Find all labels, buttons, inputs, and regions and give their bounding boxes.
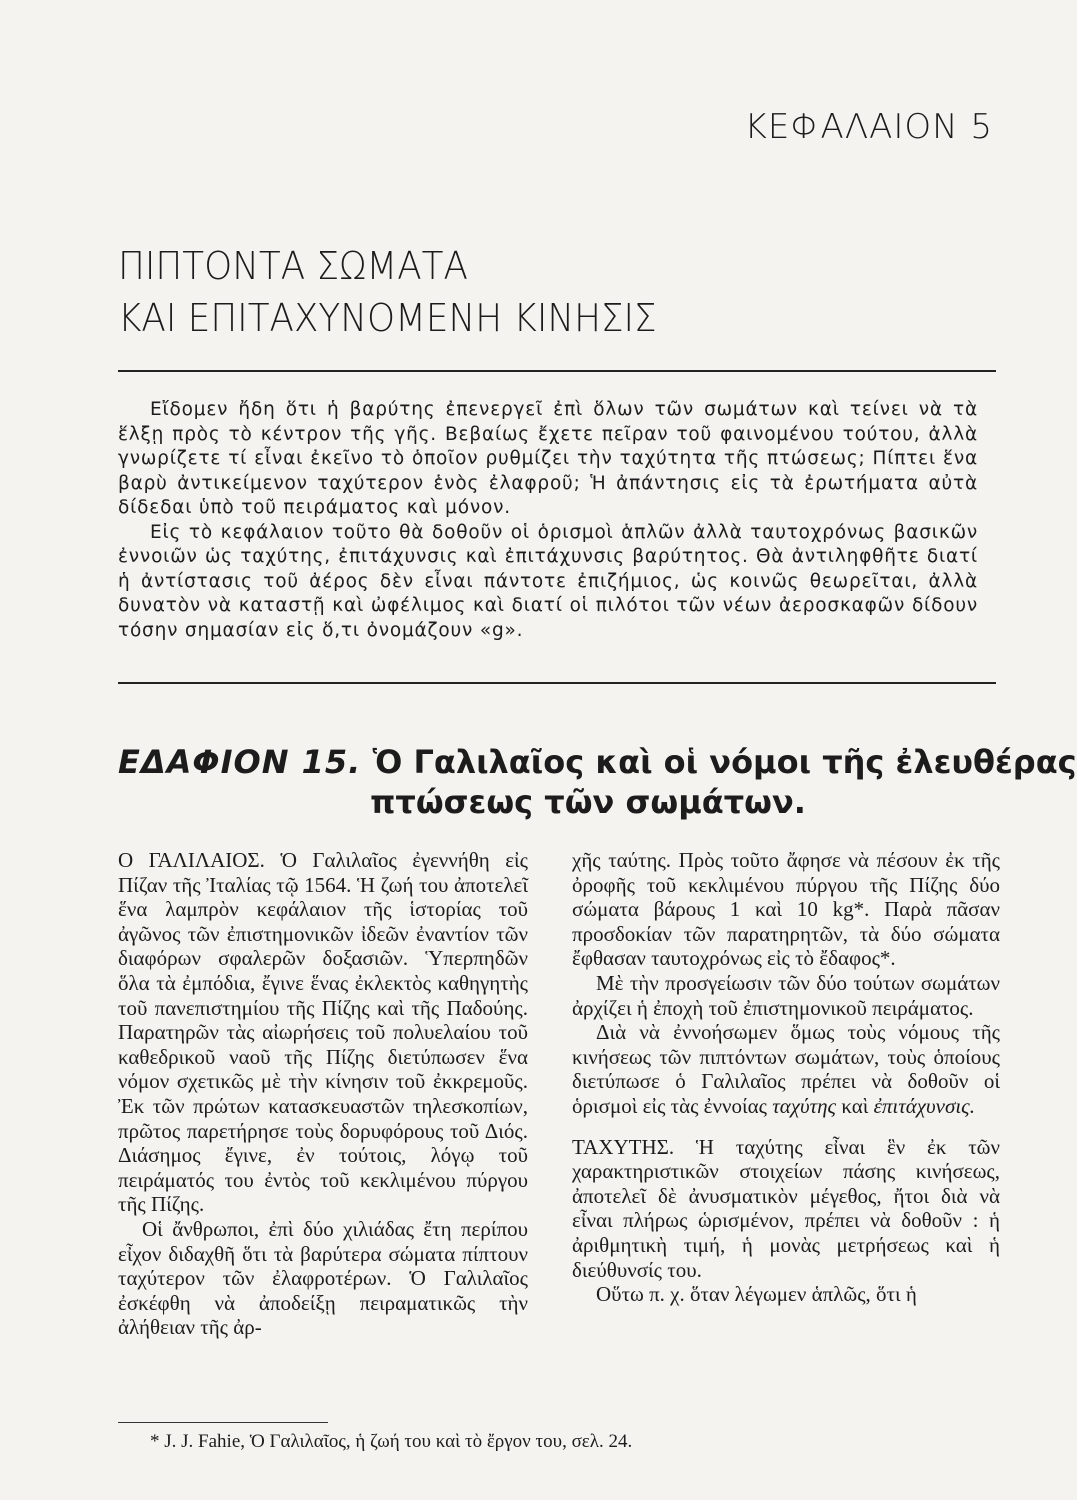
chapter-title — [118, 240, 870, 344]
chapter-title-line-1: ΠΙΠΤΟΝΤΑ ΣΩΜΑΤΑ — [118, 244, 468, 288]
intro-paragraph-2: Εἰς τὸ κεφάλαιον τοῦτο θὰ δοθοῦν οἱ ὁρισμοὶ ἁπλῶν ἀλλὰ ταυτοχρόνως βασικῶν ἐννοιῶν ὡς ταχύτης, ἐπιτάχυνσις καὶ ἐπιτάχυνσις βαρύτητος. Θὰ ἀντιληφθῆτε διατί ἡ ἀντίστασις τοῦ ἀέρος δὲν εἶναι πάντοτε ἐπιζήμιος, ὡς κοινῶς θεωρεῖται, ἀλλὰ δυνατὸν νὰ καταστῇ καὶ ὠφέλιμος καὶ διατί οἱ πιλότοι τῶν νέων ἀεροσκαφῶν δίδουν τόσην σημασίαν εἰς ὅ,τι ὀνομάζουν «g». — [118, 521, 978, 641]
term-acceleration: ἐπιτάχυνσις. — [873, 1093, 975, 1118]
paragraph-example: Οὕτω π. χ. ὅταν λέγωμεν ἁπλῶς, ὅτι ἡ — [596, 1282, 917, 1307]
paragraph-experiment: χῆς ταύτης. Πρὸς τοῦτο ἄφησε νὰ πέσουν ἐκ τῆς ὀροφῆς τοῦ κεκλιμένου πύργου τῆς Πίζης δύο σώματα βάρους 1 καὶ 10 kg*. Παρὰ πᾶσαν προσδοκίαν τῶν παρατηρητῶν, τὰ δύο σώματα ἔφθασαν ταυτοχρόνως εἰς τὸ ἔδαφος*. — [572, 848, 1000, 971]
term-velocity: ταχύτης — [772, 1093, 837, 1118]
divider-bottom — [118, 682, 996, 684]
section-title-part-1: Ὁ Γαλιλαῖος καὶ οἱ νόμοι τῆς ἐλευθέρας — [372, 743, 1077, 781]
footnote-divider — [118, 1422, 328, 1423]
section-title-part-2: πτώσεως τῶν σωμάτων. — [370, 783, 806, 821]
run-in-heading-velocity: ΤΑΧΥΤΗΣ. — [572, 1134, 675, 1159]
paragraph-definitions — [572, 1020, 1000, 1118]
paragraph-velocity-text: Ἡ ταχύτης εἶναι ἓν ἐκ τῶν χαρακτηριστικῶν στοιχείων πάσης κινήσεως, ἀποτελεῖ δὲ ἀνυσματικὸν μέγεθος, ἤτοι διὰ νὰ εἶναι πλήρως ὡρισμένον, πρέπει νὰ δοθοῦν : ἡ ἀριθμητικὴ τιμή, ἡ μονὰς μετρήσεως καὶ ἡ διεύθυνσίς του. — [572, 1134, 1001, 1282]
footnote: * J. J. Fahie, Ὁ Γαλιλαῖος, ἡ ζωή του καὶ τὸ ἔργον του, σελ. 24. — [150, 1431, 633, 1452]
paragraph-galileo-text: Ὁ Γαλιλαῖος ἐγεννήθη εἰς Πίζαν τῆς Ἰταλίας τῷ 1564. Ἡ ζωή του ἀποτελεῖ ἕνα λαμπρὸν κεφάλαιον τῆς ἱστορίας τοῦ ἀγῶνος τῶν ἐπιστημονικῶν ἰδεῶν ἐναντίον τῶν διαφόρων σφαλερῶν δοξασιῶν. Ὑπερπηδῶν ὅλα τὰ ἐμπόδια, ἔγινε ἕνας ἐκλεκτὸς καθηγητὴς τοῦ πανεπιστημίου τῆς Πίζης καὶ τῆς Παδούης. Παρατηρῶν τὰς αἰωρήσεις τοῦ πολυελαίου τοῦ καθεδρικοῦ ναοῦ τῆς Πίζης διετύπωσεν ἕνα νόμον σχετικῶς μὲ τὴν κίνησιν τοῦ ἐκκρεμοῦς. Ἐκ τῶν πρώτων κατασκευαστῶν τηλεσκοπίων, πρῶτος παρετήρησε τοὺς δορυφόρους τοῦ Διός. Διάσημος ἔγινε, ἐν τούτοις, λόγῳ τοῦ πειράματός του ἐντὸς τοῦ κεκλιμένου πύργου τῆς Πίζης. — [118, 848, 528, 1217]
paragraph-velocity — [572, 1135, 1000, 1283]
left-column — [118, 848, 528, 1340]
chapter-intro — [118, 398, 978, 643]
paragraph-landing: Μὲ τὴν προσγείωσιν τῶν δύο τούτων σωμάτων ἀρχίζει ἡ ἐποχὴ τοῦ ἐπιστημονικοῦ πειράματος. — [572, 970, 1000, 1020]
paragraph-definitions-text: Διὰ νὰ ἐννοήσωμεν ὅμως τοὺς νόμους τῆς κινήσεως τῶν πιπτόντων σωμάτων, τοὺς ὁποίους διετύπωσε ὁ Γαλιλαῖος πρέπει νὰ δοθοῦν οἱ ὁρισμοὶ εἰς τὰς ἐννοίας — [572, 1020, 1000, 1118]
intro-paragraph-1: Εἴδομεν ἤδη ὅτι ἡ βαρύτης ἐπενεργεῖ ἐπὶ ὅλων τῶν σωμάτων καὶ τείνει νὰ τὰ ἕλξῃ πρὸς τὸ κέντρον τῆς γῆς. Βεβαίως ἔχετε πεῖραν τοῦ φαινομένου τούτου, ἀλλὰ γνωρίζετε τί εἶναι ἐκεῖνο τὸ ὁποῖον ρυθμίζει τὴν ταχύτητα τῆς πτώσεως; Πίπτει ἕνα βαρὺ ἀντικείμενον ταχύτερον ἑνὸς ἐλαφροῦ; Ἡ ἀπάντησις εἰς τὰ ἐρωτήματα αὐτὰ δίδεδαι ὑπὸ τοῦ πειράματος καὶ μόνον. — [118, 399, 978, 518]
chapter-title-line-2: ΚΑΙ ΕΠΙΤΑΧΥΝΟΜΕΝΗ ΚΙΝΗΣΙΣ — [118, 296, 657, 340]
section-heading — [118, 742, 1077, 822]
section-heading-line-1 — [118, 742, 1077, 782]
section-label: ΕΔΑΦΙΟΝ 15. — [118, 743, 362, 781]
divider-top — [118, 370, 996, 372]
paragraph-people: Οἱ ἄνθρωποι, ἐπὶ δύο χιλιάδας ἔτη περίπου εἶχον διδαχθῆ ὅτι τὰ βαρύτερα σώματα πίπτουν ταχύτερον τῶν ἐλαφροτέρων. Ὁ Γαλιλαῖος ἐσκέφθη νὰ ἀποδείξῃ πειραματικῶς τὴν ἀλήθειαν τῆς ἀρ- — [118, 1216, 528, 1340]
paragraph-galileo — [118, 848, 528, 1217]
right-column — [572, 848, 1000, 1307]
run-in-heading-galileo: Ο ΓΑΛΙΛΑΙΟΣ. — [118, 848, 265, 872]
conjunction: καὶ — [841, 1093, 869, 1118]
chapter-label: ΚΕΦΑΛΑΙΟΝ 5 — [744, 107, 993, 147]
